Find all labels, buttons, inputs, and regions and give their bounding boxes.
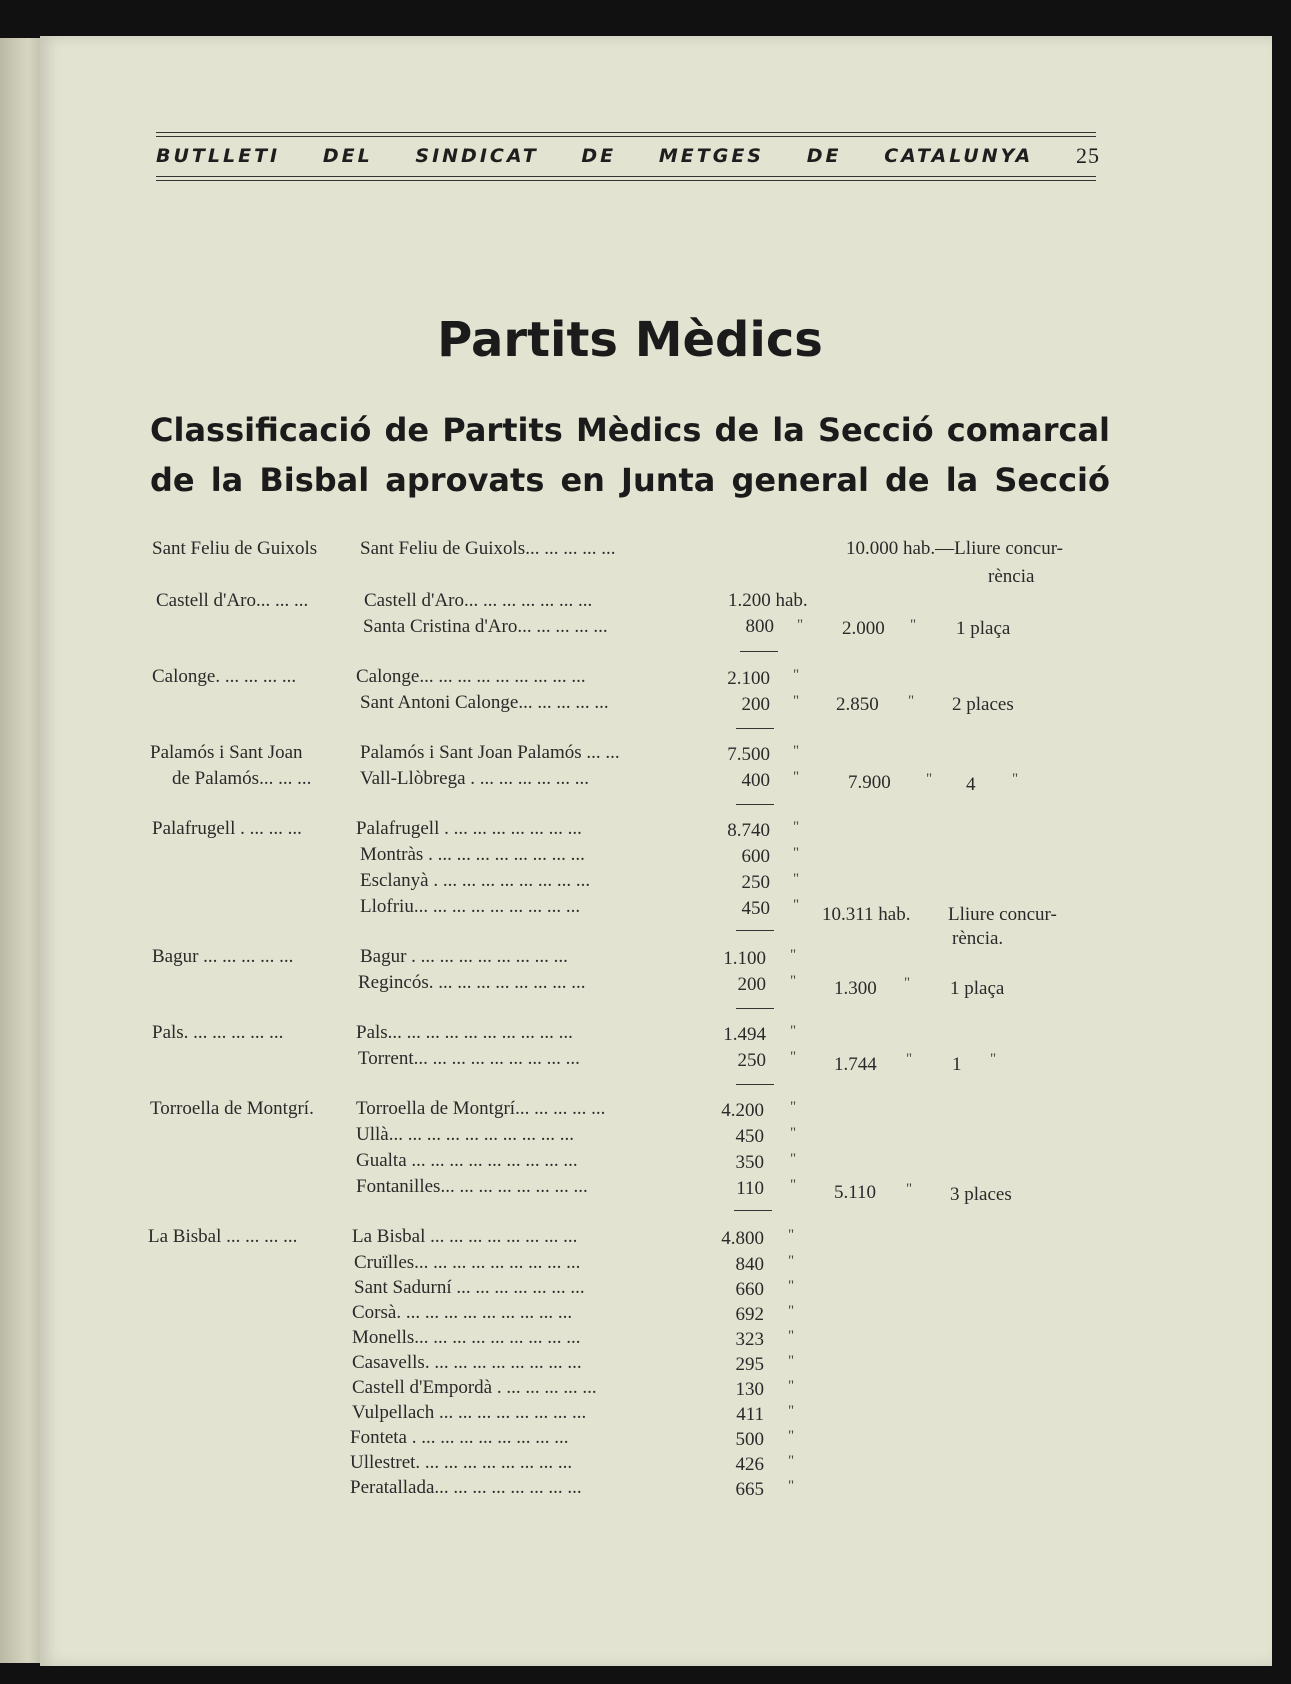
town-name: Torrent... ... ... ... ... ... ... ... ... <box>358 1048 580 1069</box>
district-places: Lliure concur- <box>948 904 1057 925</box>
header-rule <box>156 176 1096 177</box>
header-word: CATALUNYA <box>884 145 1034 167</box>
town-name: Sant Sadurní ... ... ... ... ... ... ... <box>354 1277 585 1298</box>
district-name: Bagur ... ... ... ... ... <box>152 946 294 967</box>
sum-rule <box>736 1084 774 1085</box>
town-name: Palafrugell . ... ... ... ... ... ... ... <box>356 818 582 839</box>
town-name: Peratallada... ... ... ... ... ... ... ... <box>350 1477 582 1498</box>
district-total: 2.000 <box>842 618 885 639</box>
ditto-mark: " <box>788 1453 795 1469</box>
ditto-mark: " <box>790 1125 797 1141</box>
town-population: 840 <box>735 1254 764 1275</box>
sum-rule <box>734 1210 772 1211</box>
facing-page-edge <box>0 38 40 1663</box>
town-name: Vall-Llòbrega . ... ... ... ... ... ... <box>360 768 590 789</box>
town-population: 200 <box>737 974 766 995</box>
ditto-mark: " <box>788 1303 795 1319</box>
town-name: Fonteta . ... ... ... ... ... ... ... ... <box>350 1427 569 1448</box>
ditto-mark: " <box>793 693 800 709</box>
header-word: DE <box>581 145 617 167</box>
town-population: 426 <box>735 1454 764 1475</box>
town-name: Sant Feliu de Guixols... ... ... ... ... <box>360 538 616 559</box>
ditto-mark: " <box>1012 771 1019 787</box>
district-places-cont: rència. <box>952 928 1004 949</box>
town-name: Esclanyà . ... ... ... ... ... ... ... ... <box>360 870 591 891</box>
district-name: Torroella de Montgrí. <box>150 1098 314 1119</box>
header-word: SINDICAT <box>415 145 539 167</box>
town-name: Monells... ... ... ... ... ... ... ... ... <box>352 1327 581 1348</box>
ditto-mark: " <box>793 667 800 683</box>
town-population: 1.200 hab. <box>728 590 808 611</box>
sum-rule <box>736 728 774 729</box>
town-population: 1.100 <box>723 948 766 969</box>
district-name: de Palamós... ... ... <box>172 768 312 789</box>
section-subtitle: Classificació de Partits Mèdics de la Secció comarcal de la Bisbal aprovats en Junta general de la Secció <box>150 411 1110 499</box>
ditto-mark: " <box>790 1049 797 1065</box>
town-name: Calonge... ... ... ... ... ... ... ... ... <box>356 666 586 687</box>
document-page <box>40 36 1272 1666</box>
town-name: Casavells. ... ... ... ... ... ... ... ... <box>352 1352 582 1373</box>
ditto-mark: " <box>906 1051 913 1067</box>
town-name: Bagur . ... ... ... ... ... ... ... ... <box>360 946 568 967</box>
ditto-mark: " <box>910 617 917 633</box>
town-population: 800 <box>745 616 774 637</box>
town-population: 411 <box>736 1404 764 1425</box>
ditto-mark: " <box>790 1177 797 1193</box>
town-population: 4.800 <box>721 1228 764 1249</box>
running-header <box>156 132 1100 184</box>
header-word: METGES <box>658 145 764 167</box>
town-name: Montràs . ... ... ... ... ... ... ... ... <box>360 844 585 865</box>
district-name: Pals. ... ... ... ... ... <box>152 1022 284 1043</box>
town-population: 500 <box>735 1429 764 1450</box>
town-name: Ullà... ... ... ... ... ... ... ... ... ... <box>356 1124 574 1145</box>
header-word: BUTLLETI <box>156 145 281 167</box>
district-total-cont: rència <box>988 566 1035 587</box>
ditto-mark: " <box>788 1253 795 1269</box>
district-name: Calonge. ... ... ... ... <box>152 666 297 687</box>
town-population: 450 <box>741 898 770 919</box>
town-population: 7.500 <box>727 744 770 765</box>
town-population: 450 <box>735 1126 764 1147</box>
town-name: Santa Cristina d'Aro... ... ... ... ... <box>363 616 608 637</box>
ditto-mark: " <box>788 1353 795 1369</box>
district-name: Sant Feliu de Guixols <box>152 538 318 559</box>
district-places: 1 <box>952 1054 962 1075</box>
ditto-mark: " <box>793 871 800 887</box>
town-population: 200 <box>741 694 770 715</box>
town-population: 8.740 <box>727 820 770 841</box>
town-name: Ullestret. ... ... ... ... ... ... ... ... <box>350 1452 573 1473</box>
ditto-mark: " <box>788 1328 795 1344</box>
ditto-mark: " <box>793 819 800 835</box>
town-name: Pals... ... ... ... ... ... ... ... ... ... <box>356 1022 573 1043</box>
town-name: Castell d'Empordà . ... ... ... ... ... <box>352 1377 597 1398</box>
town-population: 1.494 <box>723 1024 766 1045</box>
ditto-mark: " <box>788 1428 795 1444</box>
town-population: 2.100 <box>727 668 770 689</box>
sum-rule <box>740 651 778 652</box>
ditto-mark: " <box>790 1151 797 1167</box>
ditto-mark: " <box>790 1023 797 1039</box>
town-population: 110 <box>736 1178 764 1199</box>
ditto-mark: " <box>793 897 800 913</box>
ditto-mark: " <box>793 743 800 759</box>
town-population: 692 <box>735 1304 764 1325</box>
town-name: Castell d'Aro... ... ... ... ... ... ... <box>364 590 593 611</box>
header-word: DEL <box>322 145 373 167</box>
district-total: 7.900 <box>848 772 891 793</box>
district-total: 5.110 <box>834 1182 877 1203</box>
district-total: 1.300 <box>834 978 877 999</box>
ditto-mark: " <box>790 947 797 963</box>
ditto-mark: " <box>990 1051 997 1067</box>
district-places: 1 plaça <box>950 978 1005 999</box>
town-name: Llofriu... ... ... ... ... ... ... ... ... <box>360 896 581 917</box>
ditto-mark: " <box>906 1181 913 1197</box>
ditto-mark: " <box>926 771 933 787</box>
town-name: Corsà. ... ... ... ... ... ... ... ... ... <box>352 1302 573 1323</box>
header-rule <box>156 180 1096 181</box>
sum-rule <box>736 1008 774 1009</box>
header-text <box>156 145 1100 169</box>
town-population: 130 <box>735 1379 764 1400</box>
town-population: 600 <box>741 846 770 867</box>
district-places: 1 plaça <box>956 618 1011 639</box>
ditto-mark: " <box>788 1403 795 1419</box>
town-population: 295 <box>735 1354 764 1375</box>
town-name: Palamós i Sant Joan Palamós ... ... <box>360 742 620 763</box>
header-rule <box>156 132 1096 133</box>
header-rule <box>156 136 1096 137</box>
ditto-mark: " <box>908 693 915 709</box>
ditto-mark: " <box>790 1099 797 1115</box>
district-name: Palamós i Sant Joan <box>150 742 303 763</box>
town-name: Regincós. ... ... ... ... ... ... ... ... <box>358 972 586 993</box>
town-name: Fontanilles... ... ... ... ... ... ... ... <box>356 1176 588 1197</box>
page-title: Partits Mèdics <box>437 312 823 368</box>
page-number: 25 <box>1075 143 1100 168</box>
town-name: Gualta ... ... ... ... ... ... ... ... ... <box>356 1150 578 1171</box>
ditto-mark: " <box>790 973 797 989</box>
header-word: DE <box>806 145 842 167</box>
district-name: Palafrugell . ... ... ... <box>152 818 302 839</box>
town-population: 660 <box>735 1279 764 1300</box>
ditto-mark: " <box>788 1278 795 1294</box>
town-population: 250 <box>737 1050 766 1071</box>
district-total: 2.850 <box>836 694 879 715</box>
district-places: 3 places <box>950 1184 1012 1205</box>
district-total: 1.744 <box>834 1054 877 1075</box>
ditto-mark: " <box>797 617 804 633</box>
town-name: La Bisbal ... ... ... ... ... ... ... ... <box>352 1226 578 1247</box>
district-total: 10.000 hab.—Lliure concur- <box>846 538 1063 559</box>
ditto-mark: " <box>793 769 800 785</box>
ditto-mark: " <box>788 1478 795 1494</box>
town-population: 350 <box>735 1152 764 1173</box>
town-population: 4.200 <box>721 1100 764 1121</box>
district-places: 4 <box>966 774 976 795</box>
town-name: Sant Antoni Calonge... ... ... ... ... <box>360 692 609 713</box>
town-name: Torroella de Montgrí... ... ... ... ... <box>356 1098 606 1119</box>
district-name: Castell d'Aro... ... ... <box>156 590 309 611</box>
sum-rule <box>736 804 774 805</box>
town-name: Cruïlles... ... ... ... ... ... ... ... ... <box>354 1252 581 1273</box>
town-population: 250 <box>741 872 770 893</box>
district-total: 10.311 hab. <box>822 904 911 925</box>
district-name: La Bisbal ... ... ... ... <box>148 1226 298 1247</box>
ditto-mark: " <box>793 845 800 861</box>
town-population: 400 <box>741 770 770 791</box>
ditto-mark: " <box>788 1227 795 1243</box>
district-places: 2 places <box>952 694 1014 715</box>
town-population: 665 <box>735 1479 764 1500</box>
town-population: 323 <box>735 1329 764 1350</box>
ditto-mark: " <box>904 975 911 991</box>
sum-rule <box>736 930 774 931</box>
ditto-mark: " <box>788 1378 795 1394</box>
town-name: Vulpellach ... ... ... ... ... ... ... ... <box>352 1402 587 1423</box>
